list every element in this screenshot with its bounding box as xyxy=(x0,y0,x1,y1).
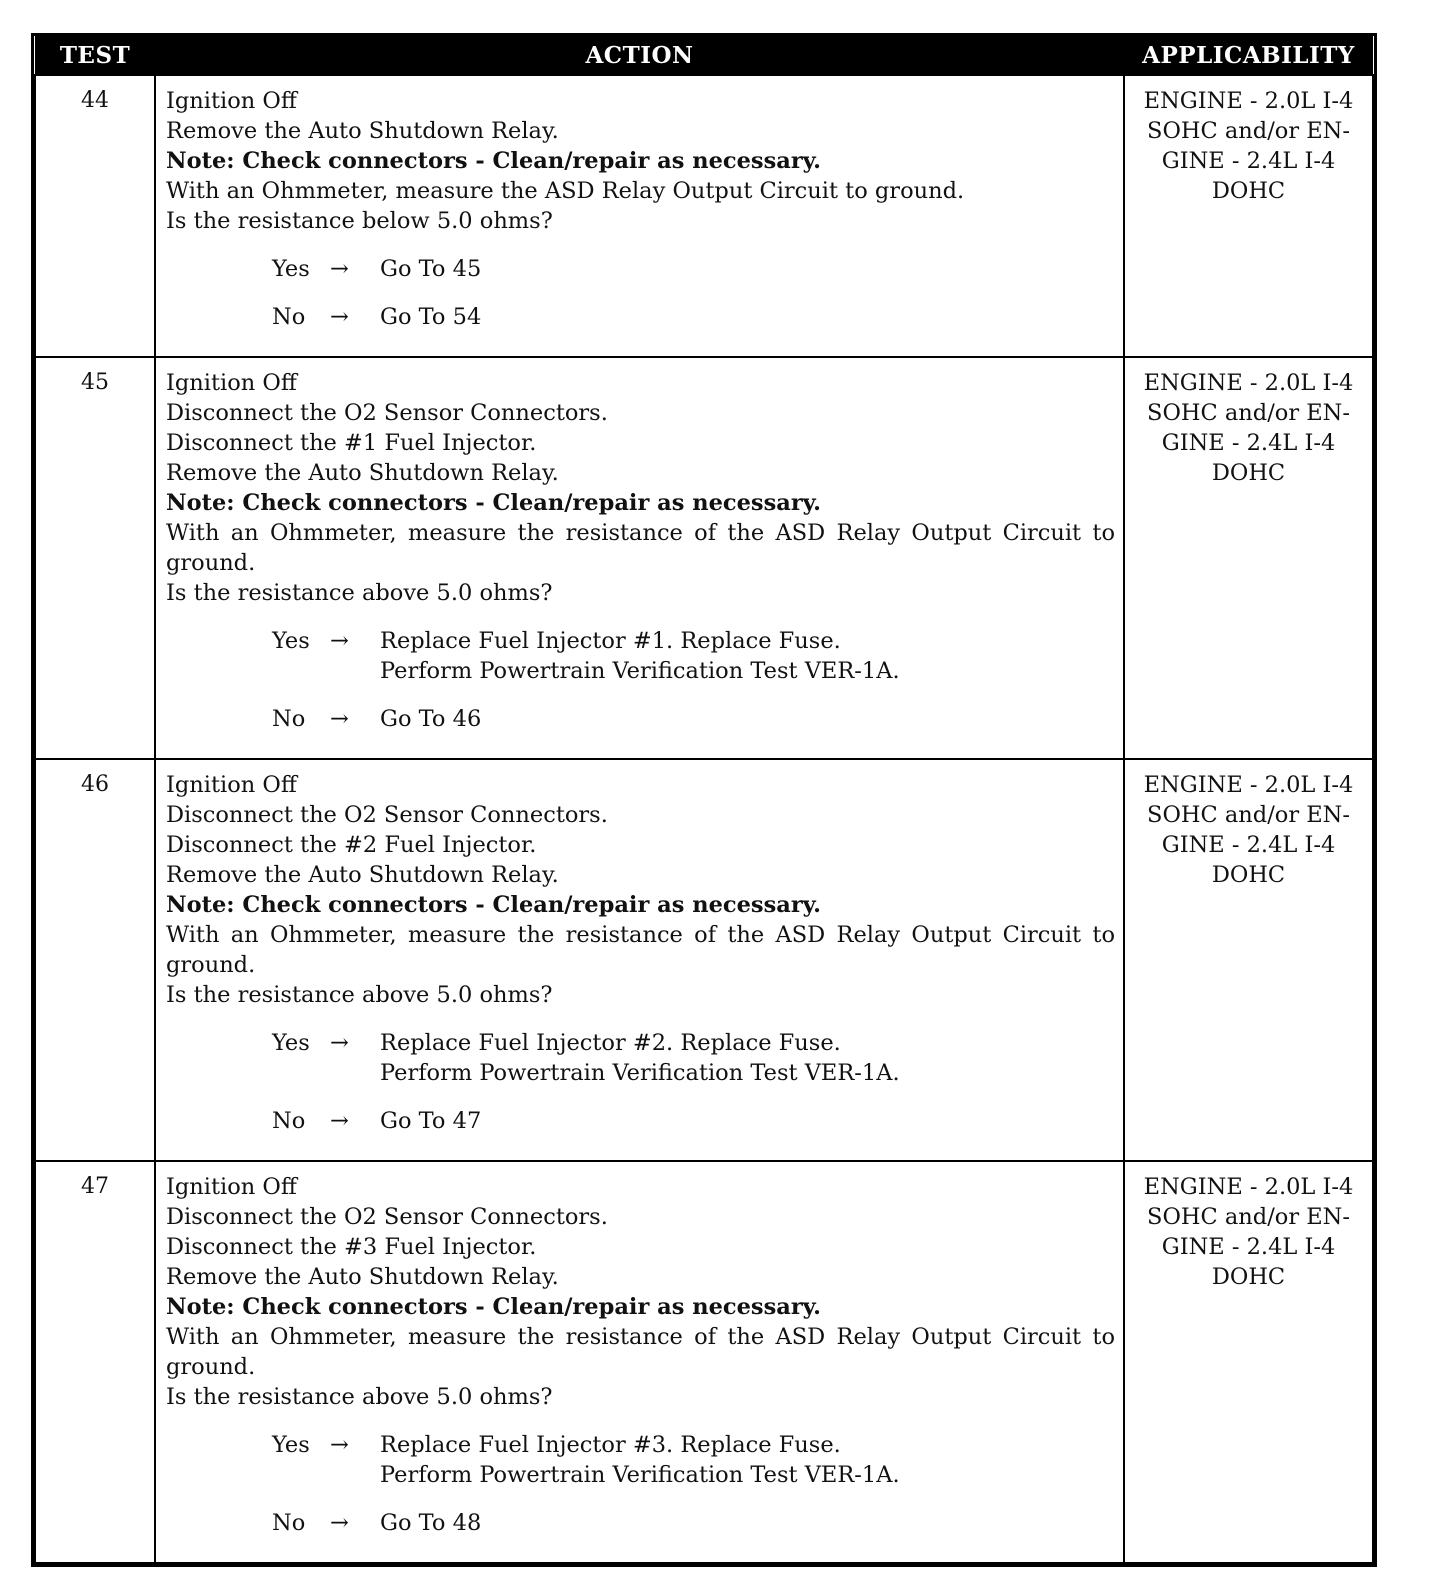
action-cell xyxy=(155,1161,1124,1563)
yes-outcome: Perform Powertrain Verification Test VER-1A. xyxy=(380,1462,900,1488)
applicability-cell: ENGINE - 2.0L I-4 SOHC and/or EN-GINE - 2.4L I-4 DOHC xyxy=(1124,759,1373,1161)
yes-outcome: Perform Powertrain Verification Test VER-1A. xyxy=(380,1060,900,1086)
yes-branch xyxy=(272,1430,1115,1490)
no-outcome-group xyxy=(380,302,1115,332)
no-outcome-group xyxy=(380,1106,1115,1136)
action-step: Ignition Off xyxy=(166,370,297,396)
applicability-cell: ENGINE - 2.0L I-4 SOHC and/or EN-GINE - 2.4L I-4 DOHC xyxy=(1124,75,1373,357)
note-text: Note: Check connectors - Clean/repair as necessary. xyxy=(166,892,821,918)
arrow-icon: → xyxy=(330,1030,349,1056)
note-text: Note: Check connectors - Clean/repair as necessary. xyxy=(166,148,821,174)
test-number: 47 xyxy=(35,1161,155,1563)
header-row xyxy=(35,36,1373,75)
diagnostic-test-table xyxy=(31,33,1377,1567)
action-step: Disconnect the O2 Sensor Connectors. xyxy=(166,802,608,828)
test-number: 46 xyxy=(35,759,155,1161)
yes-branch xyxy=(272,1028,1115,1088)
arrow-icon: → xyxy=(330,1108,349,1134)
test-number: 45 xyxy=(35,357,155,759)
table-row xyxy=(35,357,1373,759)
note-text: Note: Check connectors - Clean/repair as necessary. xyxy=(166,490,821,516)
arrow-icon: → xyxy=(330,706,349,732)
no-outcome-group xyxy=(380,1508,1115,1538)
no-outcome-group xyxy=(380,704,1115,734)
table-row xyxy=(35,75,1373,357)
action-step: Disconnect the O2 Sensor Connectors. xyxy=(166,400,608,426)
measure-instruction: With an Ohmmeter, measure the resistance of the ASD Relay Output Circuit to ground. xyxy=(166,1324,1115,1380)
yes-label: Yes xyxy=(272,1432,310,1458)
header-action: ACTION xyxy=(155,36,1124,75)
note-text: Note: Check connectors - Clean/repair as necessary. xyxy=(166,1294,821,1320)
yes-label: Yes xyxy=(272,628,310,654)
branch-list xyxy=(166,1028,1115,1136)
no-label: No xyxy=(272,1510,306,1536)
applicability-cell: ENGINE - 2.0L I-4 SOHC and/or EN-GINE - 2.4L I-4 DOHC xyxy=(1124,357,1373,759)
branch-list xyxy=(166,626,1115,734)
no-branch xyxy=(272,302,1115,332)
action-step: Ignition Off xyxy=(166,772,297,798)
applicability-cell: ENGINE - 2.0L I-4 SOHC and/or EN-GINE - 2.4L I-4 DOHC xyxy=(1124,1161,1373,1563)
no-outcome: Go To 46 xyxy=(380,706,482,732)
action-step: Disconnect the O2 Sensor Connectors. xyxy=(166,1204,608,1230)
yes-branch xyxy=(272,626,1115,686)
header-applicability: APPLICABILITY xyxy=(1124,36,1373,75)
measure-instruction: With an Ohmmeter, measure the resistance of the ASD Relay Output Circuit to ground. xyxy=(166,520,1115,576)
action-cell xyxy=(155,759,1124,1161)
yes-outcome-group xyxy=(380,626,1115,686)
action-step: Disconnect the #2 Fuel Injector. xyxy=(166,832,537,858)
arrow-icon: → xyxy=(330,1432,349,1458)
measure-instruction: With an Ohmmeter, measure the ASD Relay Output Circuit to ground. xyxy=(166,178,965,204)
action-cell xyxy=(155,357,1124,759)
yes-label: Yes xyxy=(272,1030,310,1056)
header-test: TEST xyxy=(35,36,155,75)
no-outcome: Go To 48 xyxy=(380,1510,482,1536)
arrow-icon: → xyxy=(330,628,349,654)
action-step: Remove the Auto Shutdown Relay. xyxy=(166,460,559,486)
yes-outcome: Perform Powertrain Verification Test VER-1A. xyxy=(380,658,900,684)
test-rows xyxy=(35,75,1373,1563)
yes-outcome: Go To 45 xyxy=(380,256,482,282)
arrow-icon: → xyxy=(330,1510,349,1536)
yes-outcome-group xyxy=(380,1028,1115,1088)
yes-outcome-group xyxy=(380,254,1115,284)
no-label: No xyxy=(272,1108,306,1134)
test-number: 44 xyxy=(35,75,155,357)
action-cell xyxy=(155,75,1124,357)
yes-outcome: Replace Fuel Injector #3. Replace Fuse. xyxy=(380,1432,841,1458)
action-step: Disconnect the #3 Fuel Injector. xyxy=(166,1234,537,1260)
action-step: Remove the Auto Shutdown Relay. xyxy=(166,862,559,888)
yes-outcome-group xyxy=(380,1430,1115,1490)
action-step: Ignition Off xyxy=(166,88,297,114)
question-text: Is the resistance below 5.0 ohms? xyxy=(166,208,553,234)
no-outcome: Go To 54 xyxy=(380,304,482,330)
measure-instruction: With an Ohmmeter, measure the resistance of the ASD Relay Output Circuit to ground. xyxy=(166,922,1115,978)
question-text: Is the resistance above 5.0 ohms? xyxy=(166,982,553,1008)
table-row xyxy=(35,1161,1373,1563)
yes-branch xyxy=(272,254,1115,284)
arrow-icon: → xyxy=(330,256,349,282)
action-step: Remove the Auto Shutdown Relay. xyxy=(166,118,559,144)
no-label: No xyxy=(272,706,306,732)
yes-label: Yes xyxy=(272,256,310,282)
yes-outcome: Replace Fuel Injector #1. Replace Fuse. xyxy=(380,628,841,654)
arrow-icon: → xyxy=(330,304,349,330)
question-text: Is the resistance above 5.0 ohms? xyxy=(166,580,553,606)
no-branch xyxy=(272,704,1115,734)
test-table xyxy=(34,36,1374,1564)
action-step: Disconnect the #1 Fuel Injector. xyxy=(166,430,537,456)
table-row xyxy=(35,759,1373,1161)
action-step: Remove the Auto Shutdown Relay. xyxy=(166,1264,559,1290)
no-label: No xyxy=(272,304,306,330)
action-step: Ignition Off xyxy=(166,1174,297,1200)
no-branch xyxy=(272,1508,1115,1538)
branch-list xyxy=(166,1430,1115,1538)
branch-list xyxy=(166,254,1115,332)
no-outcome: Go To 47 xyxy=(380,1108,482,1134)
yes-outcome: Replace Fuel Injector #2. Replace Fuse. xyxy=(380,1030,841,1056)
question-text: Is the resistance above 5.0 ohms? xyxy=(166,1384,553,1410)
no-branch xyxy=(272,1106,1115,1136)
